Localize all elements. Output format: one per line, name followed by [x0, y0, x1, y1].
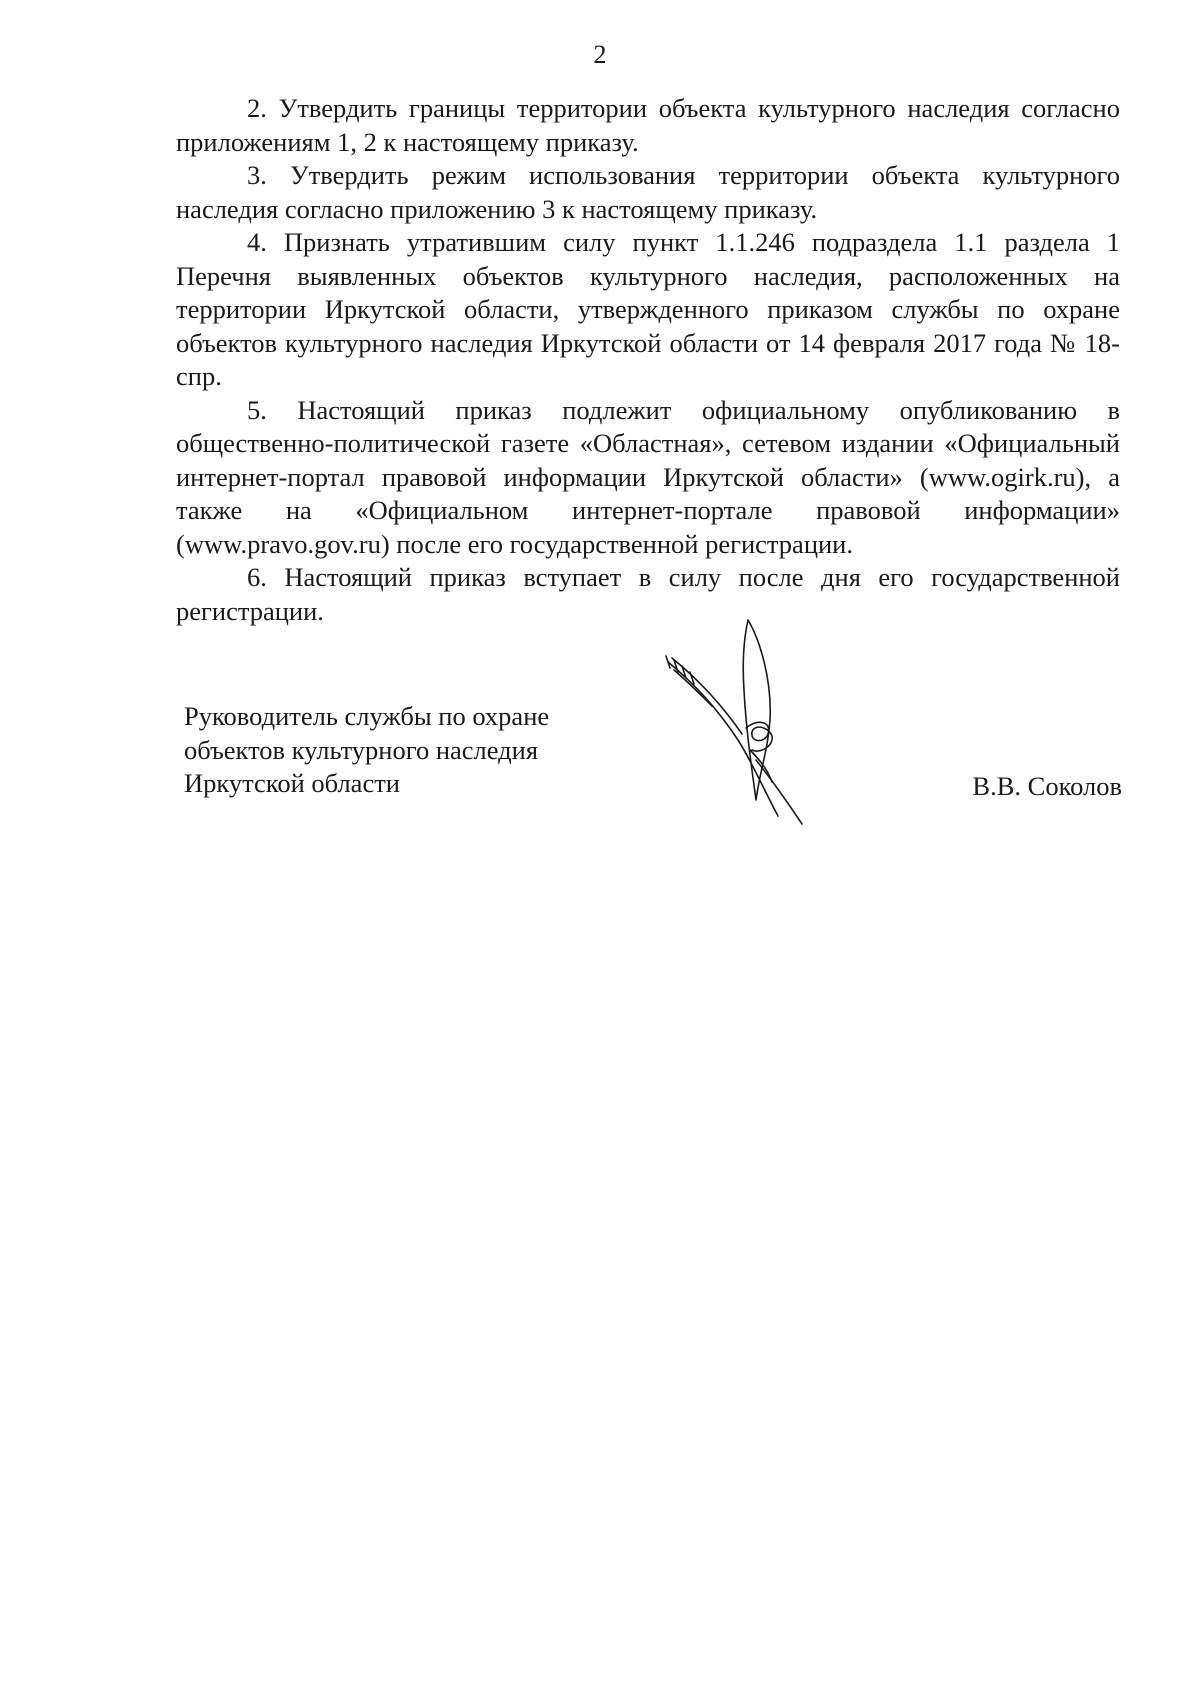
paragraph-6: 6. Настоящий приказ вступает в силу после дня его государственной регистрации. [176, 562, 1120, 626]
document-body [176, 92, 1120, 628]
signer-position-line: Руководитель службы по охране [184, 701, 550, 731]
signer-name: В.В. Соколов [972, 771, 1122, 801]
paragraph-4: 4. Признать утратившим силу пункт 1.1.246 подраздела 1.1 раздела 1 Перечня выявленных объектов культурного наследия, расположенных на территории Иркутской области, утвержденного приказом службы по охране объектов культурного наследия Иркутской области от 14 февраля 2017 года № 18-спр. [176, 227, 1120, 391]
paragraph-2: 2. Утвердить границы территории объекта культурного наследия согласно приложениям 1, 2 к настоящему приказу. [176, 93, 1120, 157]
paragraph-5: 5. Настоящий приказ подлежит официальному опубликованию в общественно-политической газете «Областная», сетевом издании «Официальный интернет-портал правовой информации Иркутской области» (www.ogirk.ru), а также на «Официальном интернет-портале правовой информации» (www.pravo.gov.ru) после его государственной регистрации. [176, 394, 1120, 559]
signer-position [184, 700, 704, 801]
paragraph-3: 3. Утвердить режим использования территории объекта культурного наследия согласно приложению 3 к настоящему приказу. [176, 160, 1120, 224]
signer-position-line: объектов культурного наследия [184, 734, 539, 765]
signer-position-line: Иркутской области [184, 768, 400, 798]
handwritten-signature [660, 610, 840, 830]
page-number: 2 [593, 40, 607, 69]
